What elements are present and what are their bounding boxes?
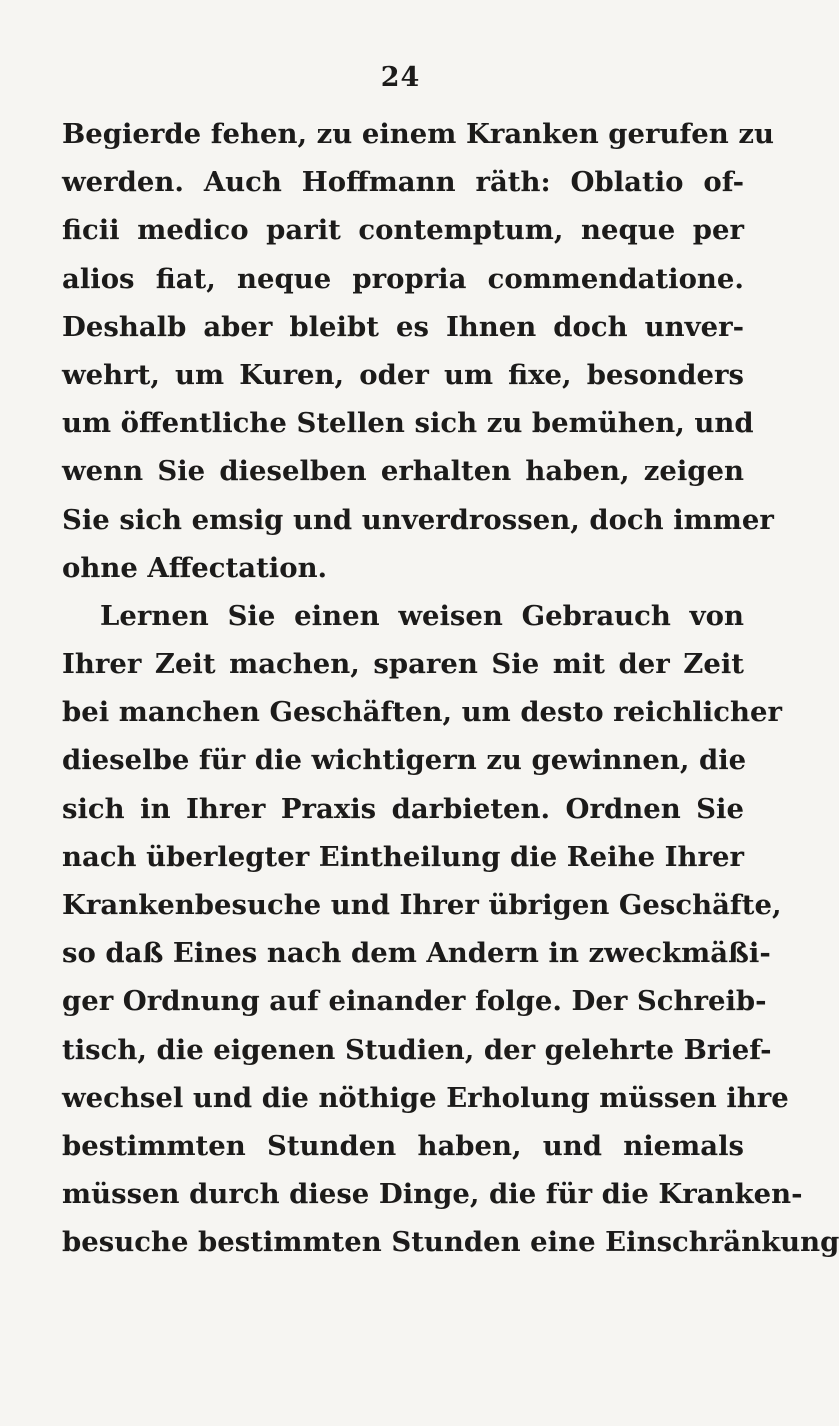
text-line: so daß Eines nach dem Andern in zweckmäßi- [62, 937, 771, 970]
body-text [62, 110, 839, 1267]
page-number: 24 [380, 62, 421, 93]
text-line: Deshalb aber bleibt es Ihnen doch unver- [62, 310, 744, 343]
text-line: Krankenbesuche und Ihrer übrigen Geschäfte, [62, 889, 782, 921]
text-line: sich in Ihrer Praxis darbieten. Ordnen Sie [62, 792, 744, 825]
text-line: wechsel und die nöthige Erholung müssen ihre [62, 1081, 789, 1114]
text-line: tisch, die eigenen Studien, der gelehrte Brief- [62, 1033, 772, 1066]
text-line: bei manchen Geschäften, um desto reichlicher [62, 696, 782, 729]
text-line: dieselbe für die wichtigern zu gewinnen, die [62, 744, 747, 777]
text-line: wenn Sie dieselben erhalten haben, zeigen [62, 455, 744, 488]
text-line: ohne Affectation. [62, 551, 328, 584]
text-line: wehrt, um Kuren, oder um fixe, besonders [62, 358, 744, 391]
text-line: werden. Auch Hoffmann räth: Oblatio of- [62, 166, 744, 199]
text-line: ficii medico parit contemptum, neque per [62, 214, 744, 247]
text-line: alios fiat, neque propria commendatione. [62, 262, 744, 295]
text-line: nach überlegter Eintheilung die Reihe Ihrer [62, 840, 744, 873]
text-line: ger Ordnung auf einander folge. Der Schreib- [62, 985, 767, 1018]
text-line: Begierde fehen, zu einem Kranken gerufen zu [62, 118, 774, 150]
text-line: Sie sich emsig und unverdrossen, doch immer [62, 503, 774, 536]
text-line: Lernen Sie einen weisen Gebrauch von [100, 599, 744, 632]
text-line: um öffentliche Stellen sich zu bemühen, und [62, 407, 754, 440]
text-line: Ihrer Zeit machen, sparen Sie mit der Zeit [62, 648, 744, 681]
text-line: müssen durch diese Dinge, die für die Kranken- [62, 1178, 803, 1211]
text-line: bestimmten Stunden haben, und niemals [62, 1129, 744, 1162]
text-line: besuche bestimmten Stunden eine Einschränkung [62, 1226, 839, 1259]
